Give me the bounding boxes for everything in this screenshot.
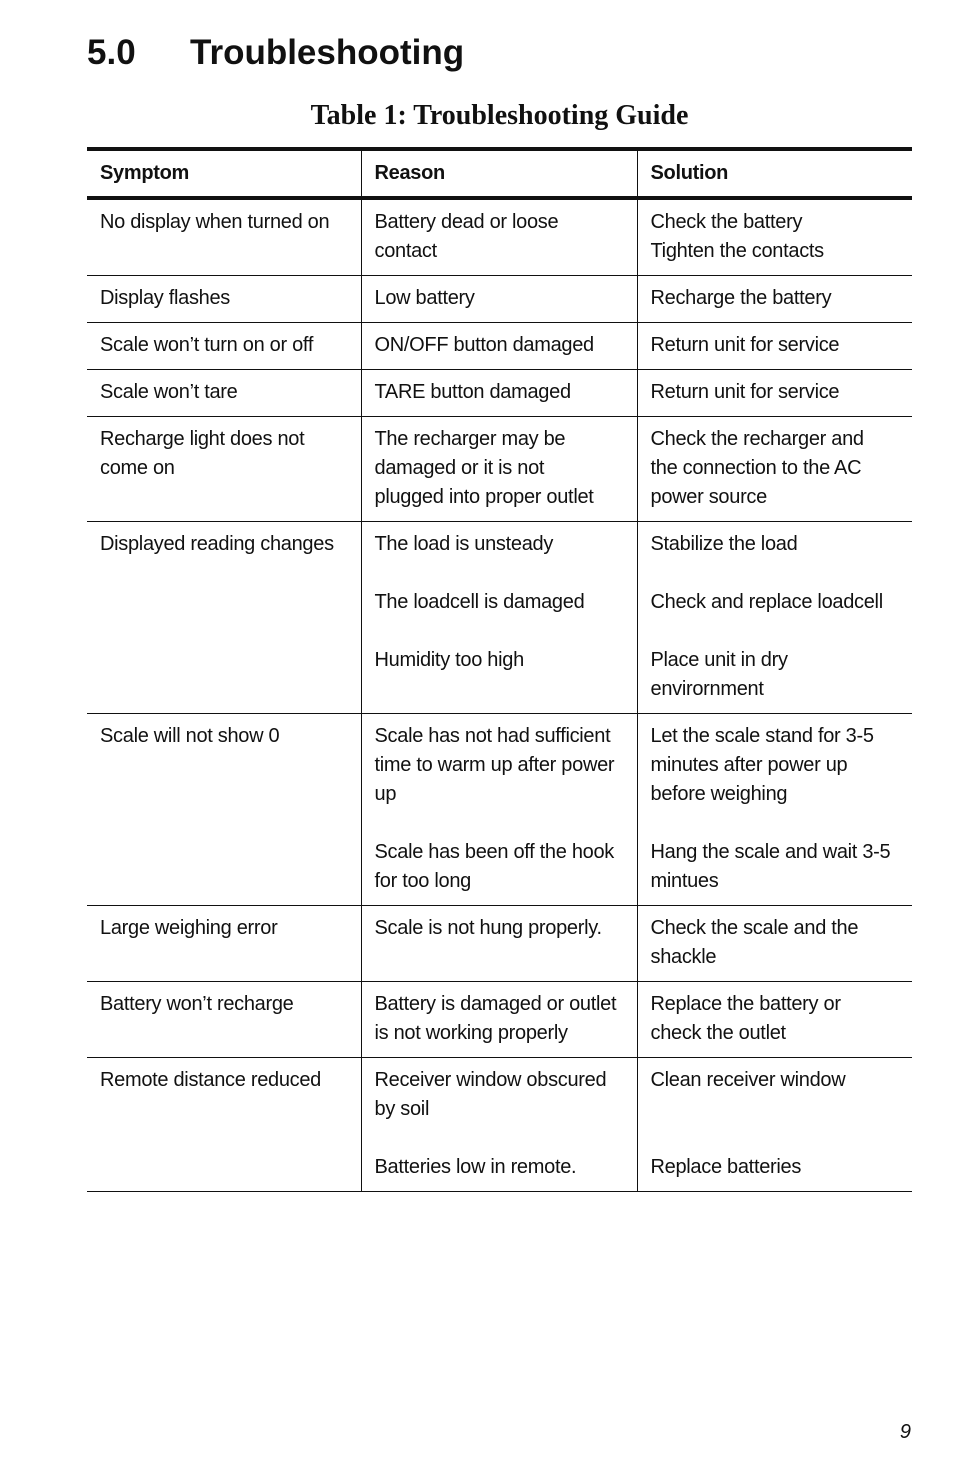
- table-row: [87, 417, 912, 522]
- page-number: 9: [899, 1421, 911, 1443]
- symptom-cell: [87, 417, 361, 522]
- cell-text: Check the battery Tighten the contacts: [650, 211, 824, 262]
- cell-text: The recharger may be damaged or it is not plugged into proper outlet: [374, 428, 594, 508]
- solution-cell: [637, 323, 912, 370]
- solution-cell: [637, 714, 912, 906]
- table-row: [87, 1058, 912, 1192]
- symptom-cell: [87, 982, 361, 1058]
- cell-text: ON/OFF button damaged: [374, 334, 594, 356]
- table-row: [87, 370, 912, 417]
- cell-text: Scale won’t turn on or off: [100, 334, 314, 356]
- reason-cell: [361, 417, 637, 522]
- header-solution: Solution: [637, 149, 912, 198]
- symptom-cell: [87, 370, 361, 417]
- reason-cell: [361, 370, 637, 417]
- cell-text: Scale is not hung properly.: [374, 917, 602, 939]
- cell-text: TARE button damaged: [374, 381, 571, 403]
- symptom-cell: [87, 323, 361, 370]
- cell-text: Humidity too high: [374, 649, 524, 671]
- symptom-cell: [87, 714, 361, 906]
- cell-text: Place unit in dry envirornment: [650, 649, 788, 700]
- troubleshooting-table: [87, 147, 912, 1192]
- cell-text: Check and replace loadcell: [650, 591, 883, 613]
- cell-text: The load is unsteady: [374, 533, 554, 555]
- cell-text: The loadcell is damaged: [374, 591, 585, 613]
- table-body: [87, 198, 912, 1192]
- solution-cell: [637, 276, 912, 323]
- cell-text: Hang the scale and wait 3-5 mintues: [650, 841, 891, 892]
- table-row: [87, 906, 912, 982]
- reason-cell: [361, 906, 637, 982]
- table-row: [87, 714, 912, 906]
- solution-cell: [637, 522, 912, 714]
- cell-text: Let the scale stand for 3-5 minutes after power up before weighing: [650, 725, 874, 805]
- cell-text: Battery won’t recharge: [100, 993, 294, 1015]
- cell-text: Return unit for service: [650, 381, 840, 403]
- reason-cell: [361, 522, 637, 714]
- reason-cell: [361, 714, 637, 906]
- cell-text: Replace the battery or check the outlet: [650, 993, 841, 1044]
- reason-cell: [361, 1058, 637, 1192]
- solution-cell: [637, 982, 912, 1058]
- cell-text: Scale has not had sufficient time to warm up after power up: [374, 725, 615, 805]
- reason-cell: [361, 198, 637, 276]
- table-row: [87, 522, 912, 714]
- cell-text: Recharge light does not come on: [100, 428, 305, 479]
- cell-text: Display flashes: [100, 287, 231, 309]
- table-row: [87, 198, 912, 276]
- cell-text: Check the scale and the shackle: [650, 917, 859, 968]
- cell-text: Scale will not show 0: [100, 725, 280, 747]
- cell-text: Low battery: [374, 287, 475, 309]
- cell-text: Receiver window obscured by soil: [374, 1069, 607, 1120]
- cell-text: Remote distance reduced: [100, 1069, 322, 1091]
- solution-cell: [637, 906, 912, 982]
- solution-cell: [637, 1058, 912, 1192]
- cell-text: Large weighing error: [100, 917, 278, 939]
- table-row: [87, 323, 912, 370]
- cell-text: Scale has been off the hook for too long: [374, 841, 614, 892]
- header-reason: Reason: [361, 149, 637, 198]
- section-heading: [87, 30, 464, 76]
- symptom-cell: [87, 198, 361, 276]
- table-row: [87, 276, 912, 323]
- symptom-cell: [87, 522, 361, 714]
- cell-text: Scale won’t tare: [100, 381, 238, 403]
- cell-text: Check the recharger and the connection to the AC power source: [650, 428, 864, 508]
- cell-text: Replace batteries: [650, 1156, 802, 1178]
- cell-text: Battery dead or loose contact: [374, 211, 559, 262]
- cell-text: Displayed reading changes: [100, 533, 334, 555]
- symptom-cell: [87, 1058, 361, 1192]
- solution-cell: [637, 198, 912, 276]
- cell-text: Battery is damaged or outlet is not working properly: [374, 993, 617, 1044]
- symptom-cell: [87, 906, 361, 982]
- section-title: Troubleshooting: [190, 33, 465, 72]
- reason-cell: [361, 276, 637, 323]
- table-row: [87, 982, 912, 1058]
- header-symptom: Symptom: [87, 149, 361, 198]
- cell-text: Recharge the battery: [650, 287, 832, 309]
- reason-cell: [361, 323, 637, 370]
- cell-text: Stabilize the load: [650, 533, 798, 555]
- symptom-cell: [87, 276, 361, 323]
- cell-text: Return unit for service: [650, 334, 840, 356]
- table-header-row: [87, 149, 912, 198]
- solution-cell: [637, 370, 912, 417]
- section-number: 5.0: [87, 33, 136, 72]
- solution-cell: [637, 417, 912, 522]
- reason-cell: [361, 982, 637, 1058]
- cell-text: Batteries low in remote.: [374, 1156, 577, 1178]
- cell-text: No display when turned on: [100, 211, 330, 233]
- cell-text: Clean receiver window: [650, 1069, 846, 1091]
- table-caption: Table 1: Troubleshooting Guide: [310, 100, 689, 131]
